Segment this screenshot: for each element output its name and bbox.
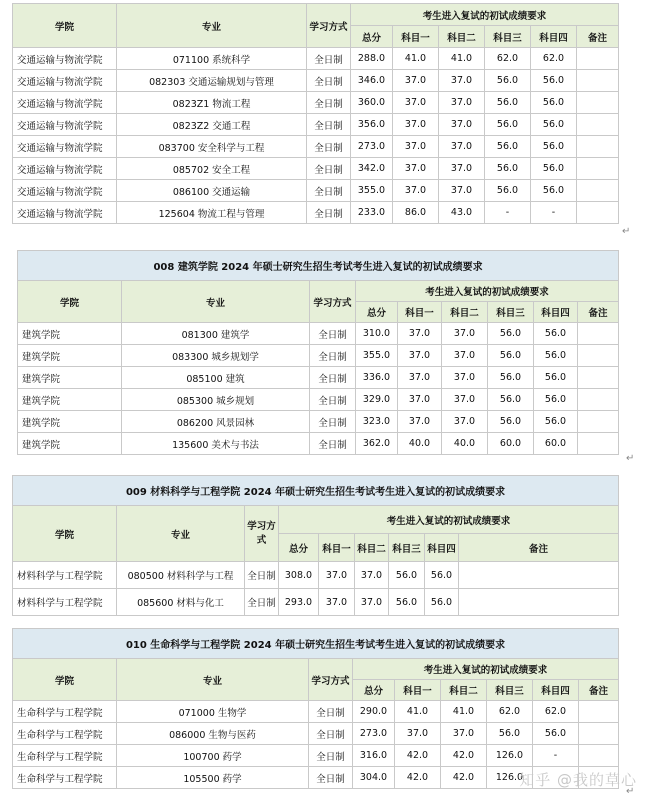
header-mode [245,506,279,562]
cell-mode: 全日制 [310,411,356,433]
header-s2: 科目二 [355,534,389,562]
cell-s2: 37.0 [439,70,485,92]
table-life-sciences [12,628,618,789]
cell-total: 346.0 [351,70,393,92]
cell-s4: 56.0 [531,136,577,158]
cell-major: 085300 城乡规划 [122,389,310,411]
cell-note [578,433,619,455]
cell-note [578,345,619,367]
table-row [13,701,619,723]
cell-s1: 37.0 [395,723,441,745]
cell-s1: 37.0 [393,70,439,92]
header-mode: 学习方式 [310,281,356,323]
cell-major: 083700 安全科学与工程 [117,136,307,158]
cell-s1: 37.0 [393,92,439,114]
table-row [18,389,619,411]
table-title: 009 材料科学与工程学院 2024 年硕士研究生招生考试考生进入复试的初试成绩要求 [13,476,619,506]
header-total: 总分 [279,534,319,562]
paragraph-mark: ↵ [626,786,635,797]
header-s4: 科目四 [531,26,577,48]
cell-major: 0823Z1 物流工程 [117,92,307,114]
cell-total: 336.0 [356,367,398,389]
cell-s1: 37.0 [398,389,442,411]
cell-total: 273.0 [351,136,393,158]
cell-s2: 37.0 [442,345,488,367]
header-mode: 学习方式 [309,659,353,701]
cell-major: 135600 美术与书法 [122,433,310,455]
table-title: 008 建筑学院 2024 年硕士研究生招生考试考生进入复试的初试成绩要求 [18,251,619,281]
cell-major: 086000 生物与医药 [117,723,309,745]
cell-mode: 全日制 [310,345,356,367]
header-major: 专业 [117,659,309,701]
cell-s3: 56.0 [485,114,531,136]
cell-s2: 37.0 [355,562,389,589]
cell-s4: 56.0 [534,367,578,389]
cell-s4: 56.0 [425,589,459,616]
cell-s1: 37.0 [393,180,439,202]
cell-s1: 41.0 [393,48,439,70]
header-s4: 科目四 [425,534,459,562]
cell-s3: 60.0 [488,433,534,455]
cell-s1: 37.0 [398,323,442,345]
cell-total: 342.0 [351,158,393,180]
table-row [13,70,619,92]
cell-s4: - [533,745,579,767]
cell-major: 071000 生物学 [117,701,309,723]
cell-total: 355.0 [356,345,398,367]
cell-mode: 全日制 [309,723,353,745]
cell-note [578,411,619,433]
table-row [18,411,619,433]
cell-s2: 37.0 [442,411,488,433]
table-row [13,745,619,767]
cell-s3: 56.0 [485,136,531,158]
cell-major: 085600 材料与化工 [117,589,245,616]
header-score-group: 考生进入复试的初试成绩要求 [353,659,619,680]
cell-s4: - [531,202,577,224]
header-score-group: 考生进入复试的初试成绩要求 [351,4,619,26]
cell-s1: 37.0 [393,136,439,158]
table-body [18,323,619,455]
cell-s2: 37.0 [439,92,485,114]
cell-note [459,589,619,616]
cell-college: 材料科学与工程学院 [13,589,117,616]
cell-s2: 43.0 [439,202,485,224]
cell-s3: 56.0 [488,323,534,345]
cell-mode: 全日制 [310,323,356,345]
cell-college: 交通运输与物流学院 [13,70,117,92]
cell-s2: 40.0 [442,433,488,455]
paragraph-mark: ↵ [622,226,631,237]
cell-college: 交通运输与物流学院 [13,180,117,202]
cell-total: 360.0 [351,92,393,114]
cell-s1: 37.0 [398,367,442,389]
cell-s3: - [485,202,531,224]
cell-total: 233.0 [351,202,393,224]
header-total: 总分 [353,680,395,701]
header-mode: 学习方式 [307,4,351,48]
cell-mode: 全日制 [307,158,351,180]
cell-college: 交通运输与物流学院 [13,92,117,114]
cell-s1: 41.0 [395,701,441,723]
table-row [18,433,619,455]
cell-total: 356.0 [351,114,393,136]
header-note: 备注 [459,534,619,562]
header-s3: 科目三 [487,680,533,701]
cell-mode: 全日制 [309,701,353,723]
cell-major: 085702 安全工程 [117,158,307,180]
cell-major: 100700 药学 [117,745,309,767]
header-s4: 科目四 [533,680,579,701]
table-row [13,136,619,158]
cell-total: 293.0 [279,589,319,616]
cell-s2: 37.0 [439,158,485,180]
table-row [13,180,619,202]
table-row [18,345,619,367]
cell-college: 建筑学院 [18,433,122,455]
cell-college: 生命科学与工程学院 [13,745,117,767]
cell-s1: 37.0 [398,345,442,367]
cell-total: 316.0 [353,745,395,767]
cell-s3: 56.0 [389,589,425,616]
cell-s3: 56.0 [488,367,534,389]
table-row [13,723,619,745]
cell-s3: 126.0 [487,767,533,789]
header-total: 总分 [356,302,398,323]
cell-note [577,180,619,202]
watermark: 知乎 @我的草心 [519,771,637,789]
header-s2: 科目二 [442,302,488,323]
cell-s4: 56.0 [531,158,577,180]
cell-note [577,48,619,70]
cell-total: 355.0 [351,180,393,202]
cell-s3: 56.0 [485,158,531,180]
cell-s4: 56.0 [531,70,577,92]
cell-total: 304.0 [353,767,395,789]
cell-major: 082303 交通运输规划与管理 [117,70,307,92]
cell-s3: 56.0 [488,411,534,433]
cell-s4: 56.0 [533,723,579,745]
cell-college: 建筑学院 [18,367,122,389]
cell-s3: 62.0 [485,48,531,70]
cell-s3: 56.0 [488,345,534,367]
cell-s2: 37.0 [439,114,485,136]
cell-s4: 56.0 [534,323,578,345]
table-transport [12,3,618,224]
cell-s2: 37.0 [442,389,488,411]
header-mode-line2: 式 [256,534,267,546]
cell-note [459,562,619,589]
table-row [13,589,619,616]
cell-college: 交通运输与物流学院 [13,114,117,136]
header-s2: 科目二 [439,26,485,48]
cell-s2: 37.0 [442,367,488,389]
table-row [18,367,619,389]
cell-s1: 37.0 [393,158,439,180]
cell-s3: 56.0 [485,70,531,92]
cell-s1: 37.0 [398,411,442,433]
cell-major: 085100 建筑 [122,367,310,389]
cell-s3: 62.0 [487,701,533,723]
cell-s4: 56.0 [534,411,578,433]
cell-s4: 56.0 [534,345,578,367]
cell-s3: 56.0 [485,92,531,114]
cell-note [577,92,619,114]
cell-total: 290.0 [353,701,395,723]
cell-college: 建筑学院 [18,323,122,345]
cell-major: 086200 风景园林 [122,411,310,433]
cell-s2: 41.0 [439,48,485,70]
cell-major: 086100 交通运输 [117,180,307,202]
cell-s4: 56.0 [531,180,577,202]
cell-s2: 41.0 [441,701,487,723]
cell-major: 0823Z2 交通工程 [117,114,307,136]
cell-note [579,745,619,767]
header-s3: 科目三 [485,26,531,48]
header-s1: 科目一 [398,302,442,323]
table-materials [12,475,618,616]
cell-note [578,389,619,411]
cell-s1: 86.0 [393,202,439,224]
table-row [13,48,619,70]
cell-college: 建筑学院 [18,345,122,367]
cell-mode: 全日制 [307,136,351,158]
cell-s3: 56.0 [488,389,534,411]
cell-note [578,367,619,389]
header-s1: 科目一 [393,26,439,48]
cell-s2: 37.0 [439,180,485,202]
cell-total: 310.0 [356,323,398,345]
table-title: 010 生命科学与工程学院 2024 年硕士研究生招生考试考生进入复试的初试成绩要求 [13,629,619,659]
cell-note [577,158,619,180]
header-note: 备注 [577,26,619,48]
cell-s3: 126.0 [487,745,533,767]
cell-s4: 62.0 [531,48,577,70]
cell-mode: 全日制 [307,48,351,70]
header-s3: 科目三 [389,534,425,562]
cell-total: 273.0 [353,723,395,745]
cell-mode: 全日制 [307,70,351,92]
cell-mode: 全日制 [310,367,356,389]
cell-college: 交通运输与物流学院 [13,136,117,158]
table-row [13,158,619,180]
cell-s1: 40.0 [398,433,442,455]
cell-total: 329.0 [356,389,398,411]
header-major: 专业 [117,506,245,562]
cell-mode: 全日制 [307,180,351,202]
header-note: 备注 [578,302,619,323]
header-college: 学院 [13,659,117,701]
header-mode-line1: 学习方 [247,520,276,532]
cell-note [579,701,619,723]
cell-mode: 全日制 [310,433,356,455]
cell-total: 288.0 [351,48,393,70]
cell-major: 125604 物流工程与管理 [117,202,307,224]
cell-mode: 全日制 [245,589,279,616]
table-body [13,562,619,616]
paragraph-mark: ↵ [626,453,635,464]
header-s1: 科目一 [319,534,355,562]
cell-s4: 60.0 [534,433,578,455]
cell-s2: 42.0 [441,745,487,767]
cell-note [577,136,619,158]
table-body [13,48,619,224]
table-row [13,202,619,224]
header-total: 总分 [351,26,393,48]
cell-mode: 全日制 [310,389,356,411]
cell-s4: 56.0 [531,114,577,136]
cell-note [577,202,619,224]
header-major: 专业 [122,281,310,323]
table-row [18,323,619,345]
cell-college: 生命科学与工程学院 [13,767,117,789]
table-row [13,92,619,114]
header-note: 备注 [579,680,619,701]
cell-note [579,723,619,745]
cell-total: 362.0 [356,433,398,455]
cell-college: 生命科学与工程学院 [13,723,117,745]
cell-college: 建筑学院 [18,411,122,433]
cell-s2: 37.0 [355,589,389,616]
cell-s3: 56.0 [389,562,425,589]
cell-college: 交通运输与物流学院 [13,202,117,224]
cell-major: 105500 药学 [117,767,309,789]
cell-mode: 全日制 [309,745,353,767]
cell-s1: 37.0 [393,114,439,136]
cell-major: 071100 系统科学 [117,48,307,70]
header-score-group: 考生进入复试的初试成绩要求 [356,281,619,302]
cell-college: 生命科学与工程学院 [13,701,117,723]
cell-total: 323.0 [356,411,398,433]
cell-note [578,323,619,345]
cell-college: 建筑学院 [18,389,122,411]
table-architecture [17,250,618,455]
cell-s4: 56.0 [534,389,578,411]
cell-college: 交通运输与物流学院 [13,158,117,180]
cell-s3: 56.0 [485,180,531,202]
cell-s4: 56.0 [425,562,459,589]
cell-s2: 37.0 [441,723,487,745]
header-college: 学院 [13,4,117,48]
table-row [13,114,619,136]
cell-college: 材料科学与工程学院 [13,562,117,589]
cell-major: 083300 城乡规划学 [122,345,310,367]
cell-s3: 56.0 [487,723,533,745]
cell-total: 308.0 [279,562,319,589]
header-college: 学院 [13,506,117,562]
cell-note [577,114,619,136]
cell-s4: 56.0 [531,92,577,114]
header-college: 学院 [18,281,122,323]
header-s3: 科目三 [488,302,534,323]
header-s1: 科目一 [395,680,441,701]
cell-major: 081300 建筑学 [122,323,310,345]
table-row [13,562,619,589]
cell-s2: 37.0 [442,323,488,345]
cell-note [577,70,619,92]
cell-s2: 37.0 [439,136,485,158]
cell-s2: 42.0 [441,767,487,789]
header-s4: 科目四 [534,302,578,323]
cell-mode: 全日制 [245,562,279,589]
cell-s1: 42.0 [395,767,441,789]
cell-mode: 全日制 [307,92,351,114]
cell-s4: 62.0 [533,701,579,723]
cell-college: 交通运输与物流学院 [13,48,117,70]
cell-mode: 全日制 [309,767,353,789]
cell-s1: 42.0 [395,745,441,767]
cell-mode: 全日制 [307,202,351,224]
header-s2: 科目二 [441,680,487,701]
header-score-group: 考生进入复试的初试成绩要求 [279,506,619,534]
cell-s1: 37.0 [319,562,355,589]
cell-major: 080500 材料科学与工程 [117,562,245,589]
cell-mode: 全日制 [307,114,351,136]
header-major: 专业 [117,4,307,48]
cell-s1: 37.0 [319,589,355,616]
